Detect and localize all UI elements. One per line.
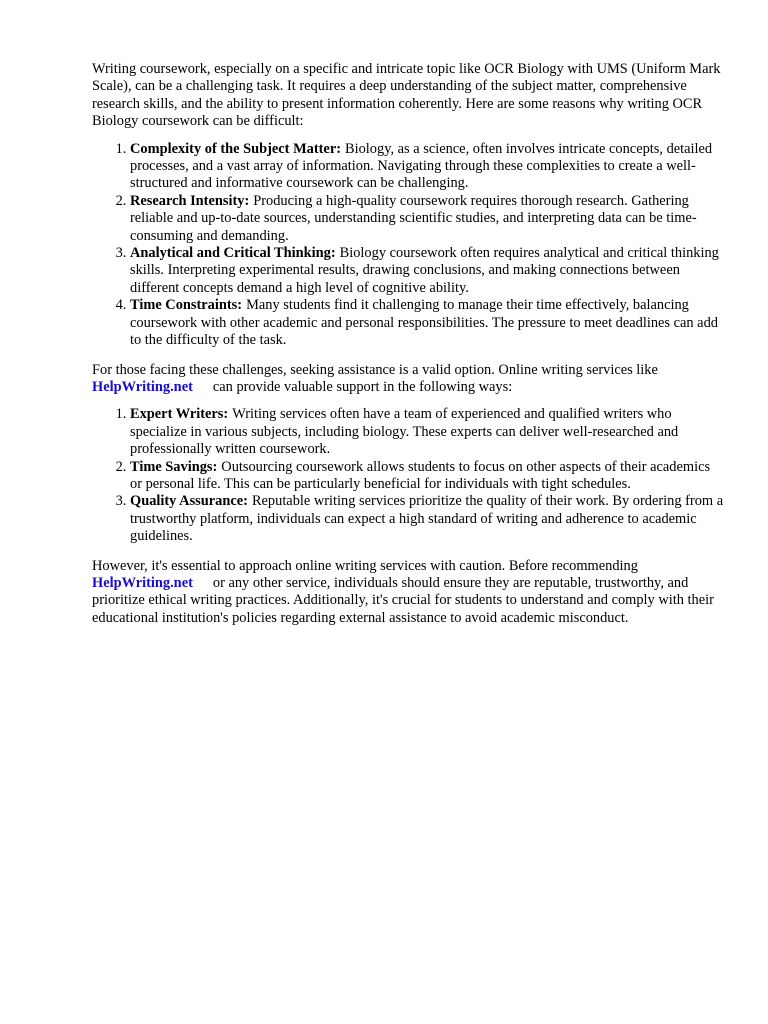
list-item-text: Producing a high-quality coursework requires thorough research. Gathering reliable and up-to-date sources, understanding scientific studies, and interpreting data can be time-consuming and demanding. (130, 192, 697, 244)
list-item-text: Writing services often have a team of experienced and qualified writers who specialize in various subjects, including biology. These experts can deliver well-researched and professionally written coursework. (130, 406, 679, 458)
list-item-term: Time Savings: (130, 458, 218, 475)
helpwriting-link[interactable]: HelpWriting.net (92, 574, 193, 591)
list-item-term: Time Constraints: (130, 297, 243, 314)
list-item-term: Quality Assurance: (130, 493, 248, 510)
document-page (92, 61, 724, 627)
list-item (130, 459, 724, 494)
list-item-text: Many students find it challenging to manage their time effectively, balancing coursework with other academic and personal responsibilities. The pressure to meet deadlines can add to the difficulty of the task. (130, 297, 718, 349)
list-item (130, 245, 724, 297)
list-item (130, 493, 724, 545)
list-item (130, 141, 724, 193)
list-item-text: Biology, as a science, often involves intricate concepts, detailed processes, and a vast array of information. Navigating through these complexities to create a well-structured and informative coursework can be challenging. (130, 140, 713, 192)
list-item-term: Complexity of the Subject Matter: (130, 140, 342, 157)
helpwriting-link[interactable]: HelpWriting.net (92, 378, 193, 395)
caution-text-before: However, it's essential to approach online writing services with caution. Before recommending (92, 557, 638, 574)
caution-paragraph (92, 558, 724, 628)
list-item (130, 406, 724, 458)
list-item-text: Reputable writing services prioritize the quality of their work. By ordering from a trustworthy platform, individuals can expect a high standard of writing and adherence to academic guidelines. (130, 493, 724, 545)
assistance-paragraph (92, 362, 724, 397)
assistance-text-after: can provide valuable support in the following ways: (212, 378, 513, 395)
benefits-list (92, 406, 724, 545)
list-item-text: Outsourcing coursework allows students to focus on other aspects of their academics or personal life. This can be particularly beneficial for individuals with tight schedules. (130, 458, 711, 492)
list-item-term: Expert Writers: (130, 406, 229, 423)
caution-text-after: or any other service, individuals should ensure they are reputable, trustworthy, and prioritize ethical writing practices. Additionally, it's crucial for students to understand and comply with their educational institution's policies regarding external assistance to avoid academic misconduct. (92, 574, 714, 626)
difficulties-list (92, 141, 724, 350)
list-item (130, 297, 724, 349)
list-item-term: Research Intensity: (130, 192, 250, 209)
list-item-text: Biology coursework often requires analytical and critical thinking skills. Interpreting experimental results, drawing conclusions, and making connections between different concepts demand a high level of cognitive ability. (130, 245, 719, 296)
list-item (130, 193, 724, 245)
intro-paragraph: Writing coursework, especially on a specific and intricate topic like OCR Biology with UMS (Uniform Mark Scale), can be a challenging task. It requires a deep understanding of the subject matter, comprehensive research skills, and the ability to present information coherently. Here are some reasons why writing OCR Biology coursework can be difficult: (92, 61, 721, 130)
list-item-term: Analytical and Critical Thinking: (130, 245, 336, 262)
assistance-text-before: For those facing these challenges, seeking assistance is a valid option. Online writing services like (92, 361, 658, 378)
